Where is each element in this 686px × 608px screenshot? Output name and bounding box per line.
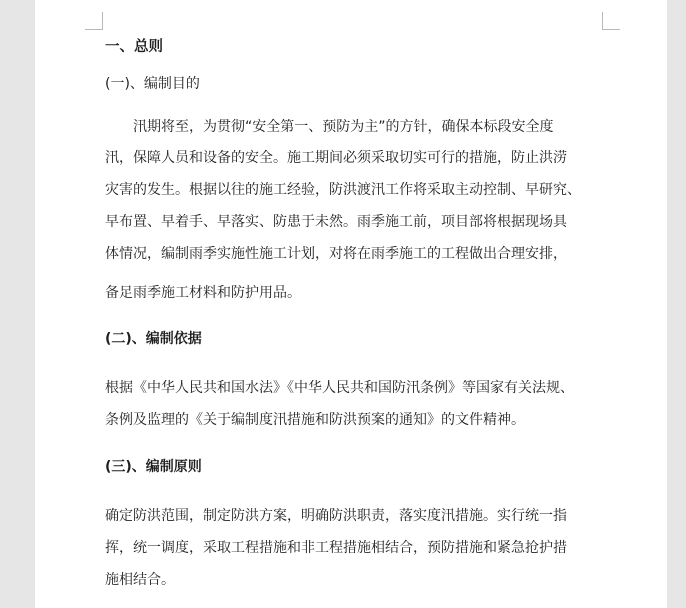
margin-corner-mark-top-left	[85, 12, 103, 30]
margin-corner-mark-top-right	[602, 12, 620, 30]
paragraph-line: 备足雨季施工材料和防护用品。	[105, 285, 301, 301]
paragraph-line: 根据《中华人民共和国水法》《中华人民共和国防汛条例》等国家有关法规、	[105, 380, 574, 396]
document-page	[35, 0, 667, 608]
subsection-title-principle: (三)、编制原则	[105, 459, 202, 475]
paragraph-line: 汛，保障人员和设备的安全。施工期间必须采取切实可行的措施，防止洪涝	[105, 150, 567, 166]
paragraph-line: 汛期将至，为贯彻“安全第一、预防为主”的方针，确保本标段安全度	[133, 119, 554, 135]
paragraph-line: 体情况，编制雨季实施性施工计划，对将在雨季施工的工程做出合理安排，	[105, 246, 567, 262]
paragraph-line: 条例及监理的《关于编制度汛措施和防洪预案的通知》的文件精神。	[105, 412, 525, 428]
paragraph-line: 施相结合。	[105, 572, 175, 588]
subsection-title-purpose: (一)、编制目的	[105, 76, 200, 92]
paragraph-line: 挥，统一调度，采取工程措施和非工程措施相结合，预防措施和紧急抢护措	[105, 540, 567, 556]
paragraph-line: 灾害的发生。根据以往的施工经验，防洪渡汛工作将采取主动控制、早研究、	[105, 182, 581, 198]
subsection-title-basis: (二)、编制依据	[105, 331, 202, 347]
paragraph-line: 早布置、早着手、早落实、防患于未然。雨季施工前，项目部将根据现场具	[105, 214, 567, 230]
paragraph-line: 确定防洪范围，制定防洪方案，明确防洪职责，落实度汛措施。实行统一指	[105, 508, 567, 524]
section-title: 一、总则	[105, 39, 163, 55]
